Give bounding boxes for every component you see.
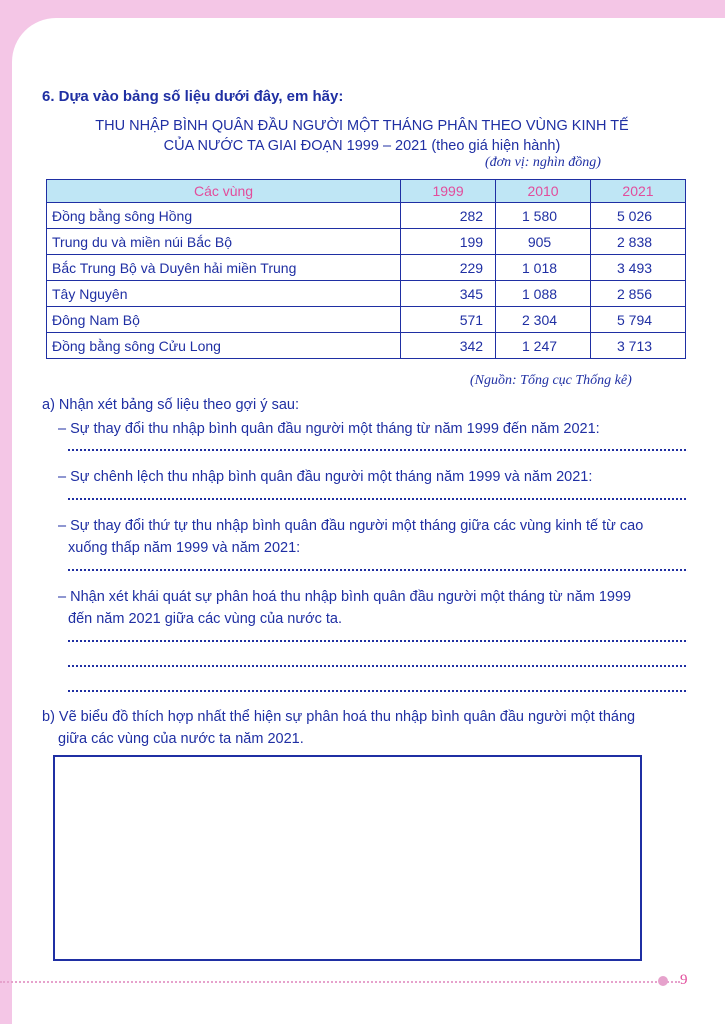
footer-divider [0,981,680,983]
region-cell: Đồng bằng sông Cửu Long [47,333,401,359]
table-row [47,255,686,281]
source-note: (Nguồn: Tổng cục Thống kê) [470,373,632,388]
table-row [47,307,686,333]
answer-line[interactable] [68,689,686,692]
value-cell: 2 304 [496,307,591,333]
question-4-line1: – Nhận xét khái quát sự phân hoá thu nhập bình quân đầu người một tháng từ năm 1999 [58,589,632,605]
header-1999: 1999 [401,180,496,203]
value-cell: 342 [401,333,496,359]
region-cell: Trung du và miền núi Bắc Bộ [47,229,401,255]
part-b-line1: b) Vẽ biểu đồ thích hợp nhất thể hiện sự phân hoá thu nhập bình quân đầu người một tháng [42,709,636,725]
value-cell: 5 026 [591,203,686,229]
value-cell: 229 [401,255,496,281]
value-cell: 3 713 [591,333,686,359]
value-cell: 3 493 [591,255,686,281]
value-cell: 282 [401,203,496,229]
part-b-line2: giữa các vùng của nước ta năm 2021. [58,731,304,747]
value-cell: 2 838 [591,229,686,255]
table-title-line2: CỦA NƯỚC TA GIAI ĐOẠN 1999 – 2021 (theo giá hiện hành) [163,138,561,154]
table-header-row [47,180,686,203]
header-2021: 2021 [591,180,686,203]
region-cell: Tây Nguyên [47,281,401,307]
part-a-intro: a) Nhận xét bảng số liệu theo gợi ý sau: [42,397,299,413]
value-cell: 1 580 [496,203,591,229]
exercise-heading: 6. Dựa vào bảng số liệu dưới đây, em hãy: [42,88,344,105]
value-cell: 5 794 [591,307,686,333]
value-cell: 1 088 [496,281,591,307]
page-number: 9 [680,972,688,988]
value-cell: 1 247 [496,333,591,359]
unit-note: (đơn vị: nghìn đồng) [485,155,601,170]
region-cell: Đồng bằng sông Hồng [47,203,401,229]
value-cell: 571 [401,307,496,333]
footer-dot-icon [658,976,668,986]
value-cell: 2 856 [591,281,686,307]
question-2: – Sự chênh lệch thu nhập bình quân đầu người một tháng năm 1999 và năm 2021: [58,469,593,485]
question-1: – Sự thay đổi thu nhập bình quân đầu người một tháng từ năm 1999 đến năm 2021: [58,421,600,437]
table-row [47,333,686,359]
income-table [46,179,686,359]
question-3-line1: – Sự thay đổi thứ tự thu nhập bình quân đầu người một tháng giữa các vùng kinh tế từ cao [58,518,644,534]
region-cell: Bắc Trung Bộ và Duyên hải miền Trung [47,255,401,281]
value-cell: 199 [401,229,496,255]
chart-drawing-area[interactable] [53,755,642,961]
header-region: Các vùng [47,180,401,203]
table-row [47,203,686,229]
answer-line[interactable] [68,664,686,667]
question-4-line2: đến năm 2021 giữa các vùng của nước ta. [68,611,342,627]
table-title-line1: THU NHẬP BÌNH QUÂN ĐẦU NGƯỜI MỘT THÁNG PHÂN THEO VÙNG KINH TẾ [95,118,629,134]
question-3-line2: xuống thấp năm 1999 và năm 2021: [68,540,301,556]
value-cell: 1 018 [496,255,591,281]
header-2010: 2010 [496,180,591,203]
answer-line[interactable] [68,568,686,571]
answer-line[interactable] [68,497,686,500]
table-row [47,281,686,307]
table-row [47,229,686,255]
region-cell: Đông Nam Bộ [47,307,401,333]
value-cell: 905 [496,229,591,255]
answer-line[interactable] [68,448,686,451]
answer-line[interactable] [68,639,686,642]
value-cell: 345 [401,281,496,307]
